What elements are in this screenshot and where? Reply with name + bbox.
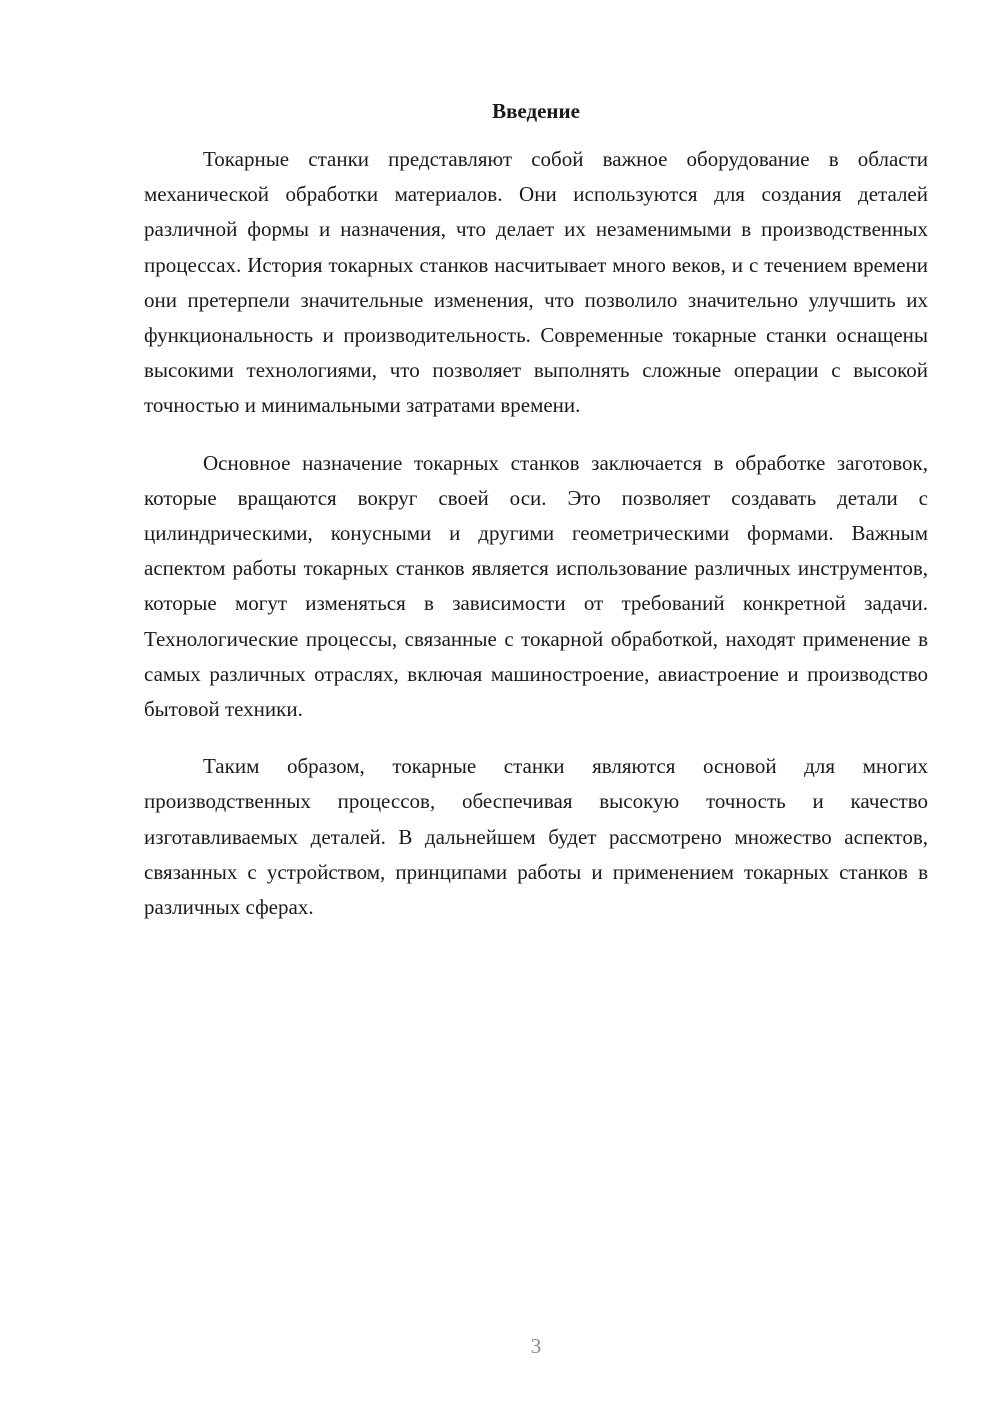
paragraph-purpose: Основное назначение токарных станков заключается в обработке заготовок, которые вращаются вокруг своей оси. Это позволяет создавать детали с цилиндрическими, конусными и другими геометрическими формами. Важным аспектом работы токарных станков является использование различных инструментов, которые могут изменяться в зависимости от требований конкретной задачи. Технологические процессы, связанные с токарной обработкой, находят применение в самых различных отраслях, включая машиностроение, авиастроение и производство бытовой техники. bbox=[144, 450, 928, 722]
paragraph-conclusion: Таким образом, токарные станки являются основой для многих производственных процессов, обеспечивая высокую точность и качество изготавливаемых деталей. В дальнейшем будет рассмотрено множество аспектов, связанных с устройством, принципами работы и применением токарных станков в различных сферах. bbox=[144, 754, 928, 920]
page-number: 3 bbox=[530, 1334, 542, 1358]
document-body bbox=[144, 142, 928, 947]
paragraph-intro: Токарные станки представляют собой важное оборудование в области механической обработки материалов. Они используются для создания деталей различной формы и назначения, что делает их незаменимыми в производственных процессах. История токарных станков насчитывает много веков, и с течением времени они претерпели значительные изменения, что позволило значительно улучшить их функциональность и производительность. Современные токарные станки оснащены высокими технологиями, что позволяет выполнять сложные операции с высокой точностью и минимальными затратами времени. bbox=[144, 147, 928, 418]
page-title: Введение bbox=[492, 99, 580, 123]
